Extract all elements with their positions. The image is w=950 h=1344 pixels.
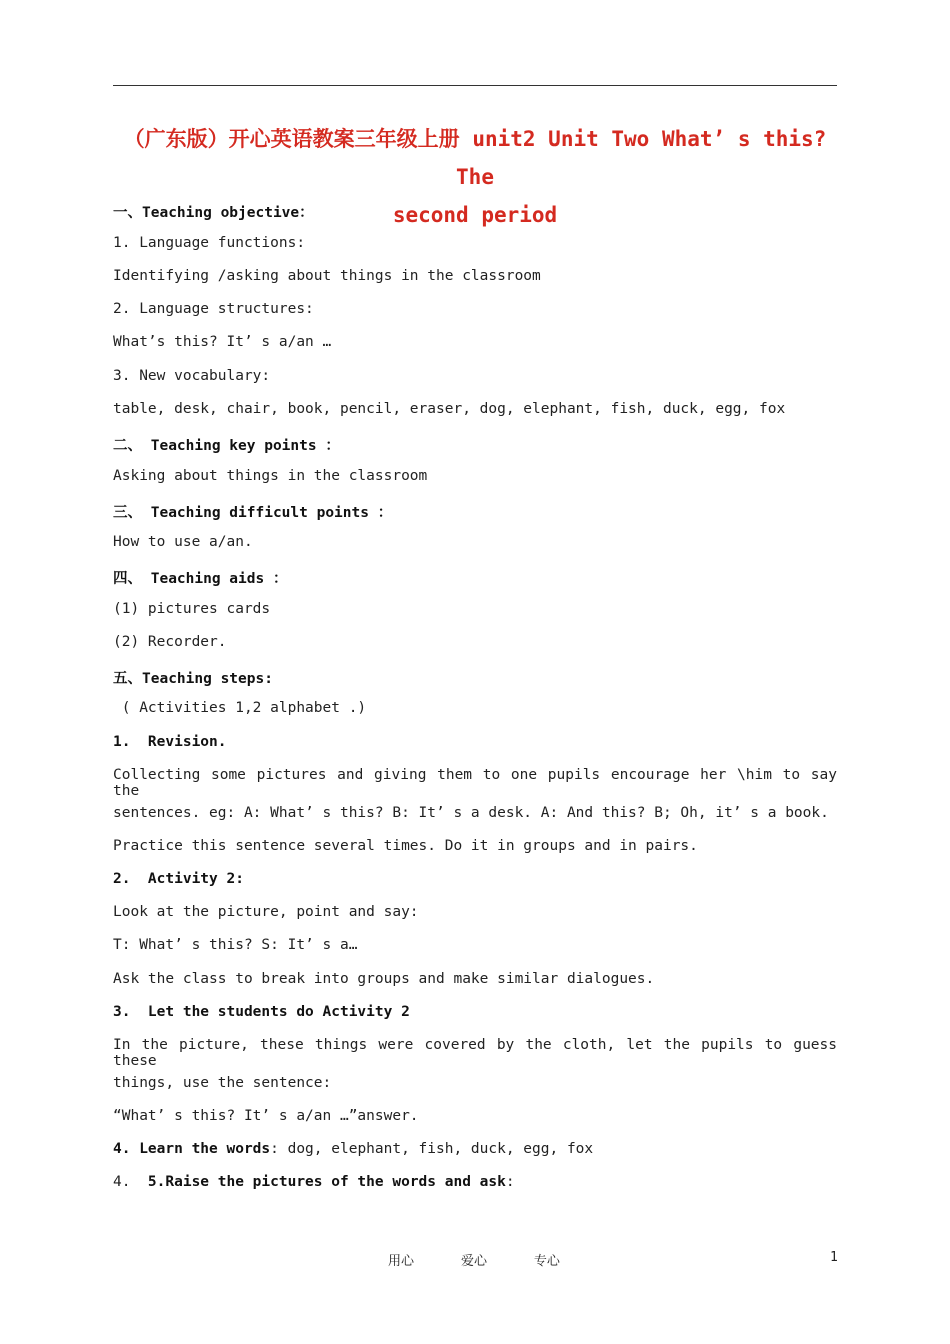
text-line: (2) Recorder. (113, 634, 227, 650)
text-line: (1) pictures cards (113, 601, 271, 617)
text-line: 1. Language functions: (113, 235, 306, 251)
text-line: Asking about things in the classroom (113, 468, 428, 484)
step-colon: : (505, 1174, 515, 1190)
text-line: Identifying /asking about things in the classroom (113, 268, 541, 284)
text-line: Look at the picture, point and say: (113, 904, 419, 920)
step-heading-activity-2: 2. Activity 2: (113, 871, 244, 887)
section-heading-teaching-aids: 四、 Teaching aids ： (113, 571, 288, 587)
text-line: How to use a/an. (113, 534, 253, 550)
page-number: 1 (830, 1250, 838, 1265)
paragraph-line: In the picture, these things were covered by the cloth, let the pupils to guess these (113, 1037, 837, 1069)
paragraph-line: sentences. eg: A: What’ s this? B: It’ s a desk. A: And this? B; Oh, it’ s a book. (113, 805, 829, 821)
section-heading-teaching-steps: 五、Teaching steps: (113, 671, 273, 687)
step-heading-activity-2-students: 3. Let the students do Activity 2 (113, 1004, 410, 1020)
word-list: : dog, elephant, fish, duck, egg, fox (270, 1141, 594, 1157)
title-line-1: （广东版）开心英语教案三年级上册 unit2 Unit Two What’ s this? The (123, 127, 827, 189)
text-line: “What’ s this? It’ s a/an …”answer. (113, 1108, 419, 1124)
title-line-2: second period (392, 203, 558, 227)
text-line: 2. Language structures: (113, 301, 314, 317)
text-line: What’s this? It’ s a/an … (113, 334, 332, 350)
step-learn-words (113, 1141, 837, 1157)
step-raise-pictures (113, 1174, 837, 1190)
header-rule (113, 85, 837, 86)
text-line: 3. New vocabulary: (113, 368, 271, 384)
text-line: ( Activities 1,2 alphabet .) (113, 700, 367, 716)
step-heading-learn-words: 4. Learn the words (113, 1141, 271, 1157)
step-number: 4. (113, 1174, 148, 1190)
paragraph-line: things, use the sentence: (113, 1075, 332, 1091)
footer-motto: 用心 爱心 专心 (388, 1254, 560, 1269)
vocabulary-line: table, desk, chair, book, pencil, eraser, dog, elephant, fish, duck, egg, fox (113, 401, 786, 417)
section-heading-key-points: 二、 Teaching key points ： (113, 438, 340, 454)
step-heading-raise-pictures: 5.Raise the pictures of the words and ask (147, 1174, 506, 1190)
text-line: Ask the class to break into groups and make similar dialogues. (113, 971, 655, 987)
paragraph-line: Collecting some pictures and giving them to one pupils encourage her \him to say the (113, 767, 837, 799)
section-heading-objective: 一、Teaching objective： (113, 205, 314, 221)
paragraph-line: Practice this sentence several times. Do it in groups and in pairs. (113, 838, 698, 854)
section-heading-difficult-points: 三、 Teaching difficult points ： (113, 505, 393, 521)
text-line: T: What’ s this? S: It’ s a… (113, 937, 358, 953)
step-heading-revision: 1. Revision. (113, 734, 227, 750)
